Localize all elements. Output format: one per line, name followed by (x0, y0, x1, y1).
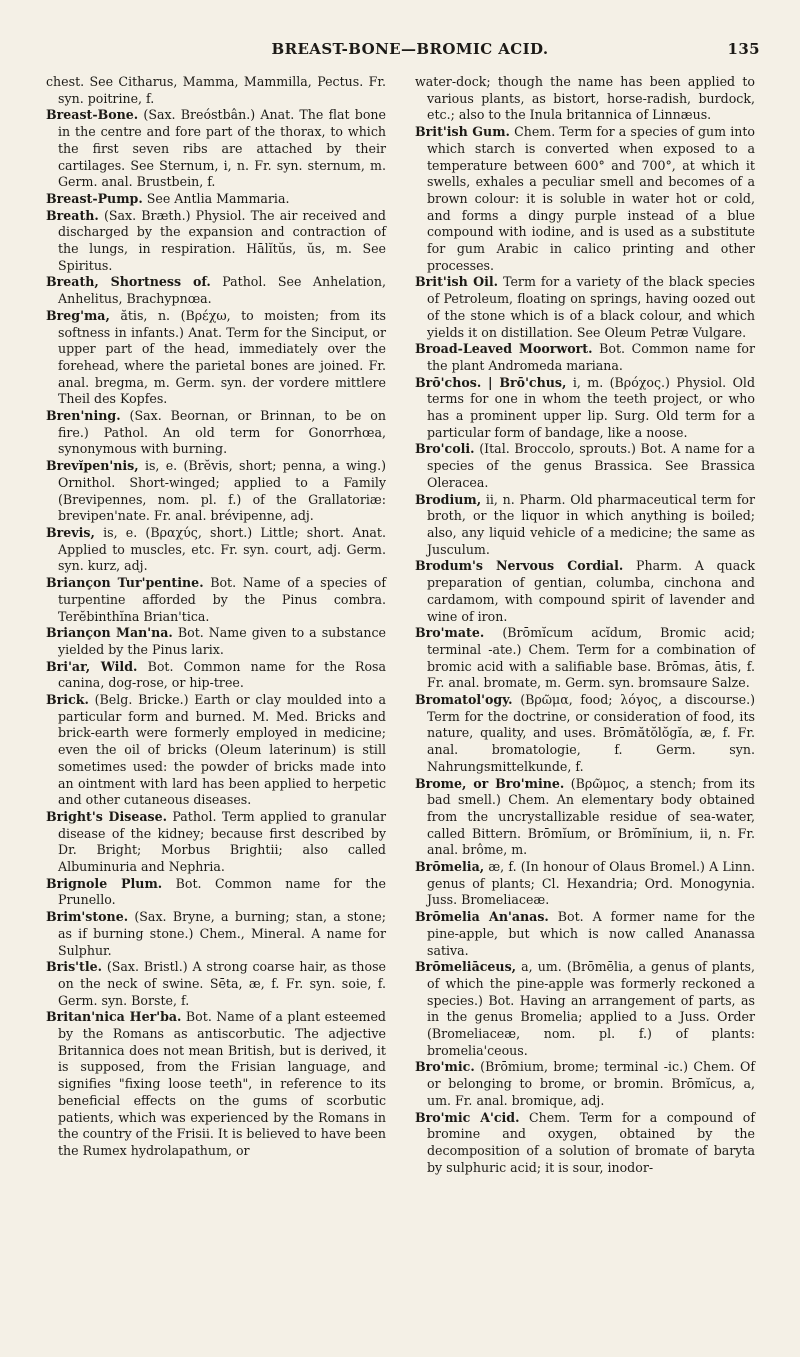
entry-headword: Bro'mate. (415, 625, 485, 641)
entry-text: Bot. Name given to a substance yielded by the Pinus larix. (58, 625, 386, 657)
entry-text: i, m. (Βρόχος.) Physiol. Old terms for one in whom the teeth project, or who has a prominent upper lip. Surg. Old term for a particular form of bandage, like a noose. (427, 374, 756, 440)
dictionary-entry (46, 659, 386, 692)
dictionary-entry (415, 1110, 755, 1177)
entry-text: a, um. (Brōmēlia, a genus of plants, of which the pine-apple was formerly reckoned a species.) Bot. Having an arrangement of parts, as in the genus Bromelia; applied to a Juss. Order (Bromeliaceæ, nom. pl. f.) of plants: bromelia'ceous. (427, 959, 755, 1058)
entry-text: (Βρῶμα, food; λόγος, a discourse.) Term for the doctrine, or consideration of food, its nature, quality, and uses. Brōmătŏlŏgĭa, æ, f. Fr. anal. bromatologie, f. Germ. syn. Nahrungsmittelkunde, f. (427, 692, 755, 774)
entry-text: Chem. Term for a compound of bromine and oxygen, obtained by the decomposition of a solution of bromate of baryta by sulphuric acid; it is sour, inodor- (427, 1109, 755, 1175)
dictionary-entry (415, 341, 755, 374)
entry-headword: Brit'ish Gum. (415, 124, 510, 140)
dictionary-entry (46, 408, 386, 458)
entry-text: (Sax. Bræth.) Physiol. The air received and discharged by the expansion and contraction of the lungs, in respiration. Hālĭtŭs, ŭs, m. See Spiritus. (58, 207, 386, 273)
entry-text: (Sax. Bristl.) A strong coarse hair, as those on the neck of swine. Sēta, æ, f. Fr. syn. soie, f. Germ. syn. Borste, f. (58, 959, 386, 1008)
entry-text: (Sax. Bryne, a burning; stan, a stone; as if burning stone.) Chem., Mineral. A name for Sulphur. (58, 909, 386, 958)
entry-text: æ, f. (In honour of Olaus Bromel.) A Linn. genus of plants; Cl. Hexandria; Ord. Monogynia. Juss. Bromeliaceæ. (427, 859, 755, 908)
left-column (46, 74, 386, 1160)
entry-headword: Brōmelia An'anas. (415, 909, 549, 925)
entry-headword: Bro'mic A'cid. (415, 1109, 520, 1125)
entry-headword: Bright's Disease. (46, 808, 167, 824)
dictionary-entry (46, 909, 386, 959)
entry-headword: Breath. (46, 207, 99, 223)
entry-headword: Bromatol'ogy. (415, 692, 513, 708)
entry-headword: Brō'chos. | Brō'chus, (415, 374, 567, 390)
dictionary-entry (46, 525, 386, 575)
dictionary-entry (46, 74, 386, 107)
right-column (415, 74, 755, 1176)
dictionary-entry (46, 959, 386, 1009)
dictionary-entry (415, 492, 755, 559)
entry-headword: Brevĭpen'nis, (46, 458, 139, 474)
dictionary-entry (46, 191, 386, 208)
dictionary-entry (46, 107, 386, 191)
dictionary-entry (415, 625, 755, 692)
entry-text: Bot. Name of a species of turpentine afforded by the Pinus combra. Terĕbinthĭna Brian'tica. (58, 575, 387, 624)
dictionary-entry (415, 441, 755, 491)
entry-headword: Brit'ish Oil. (415, 274, 499, 290)
entry-text: Pathol. See Anhelation, Anhelitus, Brachypnœa. (58, 274, 386, 307)
entry-text: (Sax. Beornan, or Brinnan, to be on fire.) Pathol. An old term for Gonorrhœa, synonymous with burning. (58, 408, 386, 457)
entry-text: Bot. Common name for the Rosa canina, dog-rose, or hip-tree. (58, 658, 386, 691)
entry-text: (Ital. Broccolo, sprouts.) Bot. A name for a species of the genus Brassica. See Brassica Oleracea. (427, 441, 755, 490)
dictionary-entry (415, 959, 755, 1059)
entry-text: is, e. (Brĕvis, short; penna, a wing.) Ornithol. Short-winged; applied to a Family (Brevipennes, nom. pl. f.) of the Grallatoriæ: brevipen'nate. Fr. anal. brévipenne, adj. (58, 458, 386, 524)
entry-text: (Sax. Breóstbân.) Anat. The flat bone in the centre and fore part of the thorax, to which the first seven ribs are attached by their cartilages. See Sternum, i, n. Fr. syn. sternum, m. Germ. anal. Brustbein, f. (58, 107, 386, 190)
entry-text: chest. See Citharus, Mamma, Mammilla, Pectus. Fr. syn. poitrine, f. (46, 74, 386, 106)
entry-headword: Bren'ning. (46, 408, 121, 424)
dictionary-entry (46, 274, 386, 307)
entry-text: Bot. A former name for the pine-apple, but which is now called Ananassa sativa. (427, 909, 755, 958)
entry-headword: Broad-Leaved Moorwort. (415, 341, 593, 357)
entry-text: See Antlia Mammaria. (146, 190, 290, 206)
entry-text: ii, n. Pharm. Old pharmaceutical term for broth, or the liquor in which anything is boiled; also, any liquid vehicle of a medicine; the same as Jusculum. (427, 491, 755, 557)
dictionary-entry (46, 208, 386, 275)
entry-text: Bot. Common name for the Prunello. (58, 875, 386, 908)
entry-headword: Bris'tle. (46, 959, 103, 975)
entry-headword: Brodum's Nervous Cordial. (415, 558, 624, 574)
dictionary-entry (46, 809, 386, 876)
dictionary-entry (415, 692, 755, 776)
entry-headword: Brick. (46, 692, 89, 708)
entry-headword: Britan'nica Her'ba. (46, 1009, 182, 1025)
entry-headword: Brodium, (415, 491, 482, 507)
dictionary-entry (415, 74, 755, 124)
entry-headword: Breg'ma, (46, 307, 110, 323)
dictionary-entry (415, 859, 755, 909)
entry-headword: Bro'mic. (415, 1059, 475, 1075)
entry-headword: Brome, or Bro'mine. (415, 775, 565, 791)
entry-text: (Belg. Bricke.) Earth or clay moulded into a particular form and burned. M. Med. Bricks and brick-earth were formerly employed in medicine; even the oil of bricks (Oleum laterinum) is still sometimes used: the powder of bricks made into an ointment with lard has been applied to herpetic and other cutaneous diseases. (58, 692, 386, 808)
dictionary-entry (46, 458, 386, 525)
entry-headword: Briançon Man'na. (46, 625, 173, 641)
dictionary-entry (415, 274, 755, 341)
entry-headword: Bri'ar, Wild. (46, 658, 138, 674)
entry-headword: Brōmeliāceus, (415, 959, 517, 975)
dictionary-entry (46, 308, 386, 408)
entry-headword: Brim'stone. (46, 909, 129, 925)
entry-text: (Brōmĭcum acĭdum, Bromic acid; terminal -ate.) Chem. Term for a combination of bromic acid with a salifiable base. Brōmas, ātis, f. Fr. anal. bromate, m. Germ. syn. bromsaure Salze. (427, 625, 755, 691)
entry-headword: Breast-Pump. (46, 190, 143, 206)
dictionary-entry (46, 625, 386, 658)
entry-text: is, e. (Βραχύς, short.) Little; short. Anat. Applied to muscles, etc. Fr. syn. court, adj. Germ. syn. kurz, adj. (58, 524, 386, 574)
dictionary-entry (46, 1009, 386, 1159)
entry-text: ătis, n. (Βρέχω, to moisten; from its softness in infants.) Anat. Term for the Sinciput, or upper part of the head, immediately over the forehead, where the parietal bones are joined. Fr. anal. bregma, m. Germ. syn. der vordere mittlere Theil des Kopfes. (58, 307, 386, 407)
entry-text: Chem. Term for a species of gum into which starch is converted when exposed to a temperature between 600° and 700°, at which it swells, exhales a peculiar smell and becomes of a brown colour: it is soluble in water hot or cold, and forms a dingy purple instead of a blue compound with iodine, and is used as a substitute for gum Arabic in calico printing and other processes. (427, 124, 755, 273)
page-number: 135 (727, 40, 760, 58)
dictionary-entry (415, 375, 755, 442)
entry-text: Term for a variety of the black species of Petroleum, floating on springs, having oozed out of the stone which is of a black colour, and which yields it on distillation. See Oleum Petræ Vulgare. (427, 274, 755, 340)
entry-headword: Briançon Tur'pentine. (46, 575, 204, 591)
entry-text: water-dock; though the name has been applied to various plants, as bistort, horse-radish, burdock, etc.; also to the Inula britannica of Linnæus. (415, 74, 755, 123)
dictionary-entry (415, 558, 755, 625)
entry-headword: Bro'coli. (415, 441, 475, 457)
dictionary-entry (46, 876, 386, 909)
entry-text: (Βρῶμος, a stench; from its bad smell.) Chem. An elementary body obtained from the uncrystallizable residue of sea-water, called Bittern. Brōmĭum, or Brōmĭnium, ii, n. Fr. anal. brôme, m. (427, 775, 755, 858)
entry-headword: Brōmelia, (415, 859, 485, 875)
entry-headword: Breast-Bone. (46, 107, 139, 123)
entry-text: Pathol. Term applied to granular disease of the kidney; because first described by Dr. Bright; Morbus Brightii; also called Albuminuria and Nephria. (58, 808, 386, 875)
entry-text: Pharm. A quack preparation of gentian, columba, cinchona and cardamom, with compound spirit of lavender and wine of iron. (427, 558, 755, 624)
dictionary-entry (415, 776, 755, 860)
header-title: BREAST-BONE—BROMIC ACID. (271, 40, 549, 58)
dictionary-entry (46, 692, 386, 809)
entry-headword: Brignole Plum. (46, 875, 163, 891)
entry-headword: Breath, Shortness of. (46, 274, 211, 290)
dictionary-entry (415, 909, 755, 959)
entry-text: Bot. Name of a plant esteemed by the Romans as antiscorbutic. The adjective Britannica does not mean British, but is derived, it is supposed, from the Frisian language, and signifies "fixing loose teeth", in reference to its beneficial effects on the gums of scorbutic patients, which was experienced by the Romans in the country of the Frisii. It is believed to have been the Rumex hydrolapathum, or (58, 1009, 386, 1158)
entry-text: (Brōmium, brome; terminal -ic.) Chem. Of or belonging to brome, or bromin. Brōmĭcus, a, um. Fr. anal. bromique, adj. (427, 1059, 755, 1108)
entry-headword: Brevis, (46, 524, 95, 540)
running-header (60, 40, 760, 64)
dictionary-entry (415, 1059, 755, 1109)
dictionary-entry (46, 575, 386, 625)
entry-text: Bot. Common name for the plant Andromeda mariana. (427, 341, 755, 373)
dictionary-entry (415, 124, 755, 274)
